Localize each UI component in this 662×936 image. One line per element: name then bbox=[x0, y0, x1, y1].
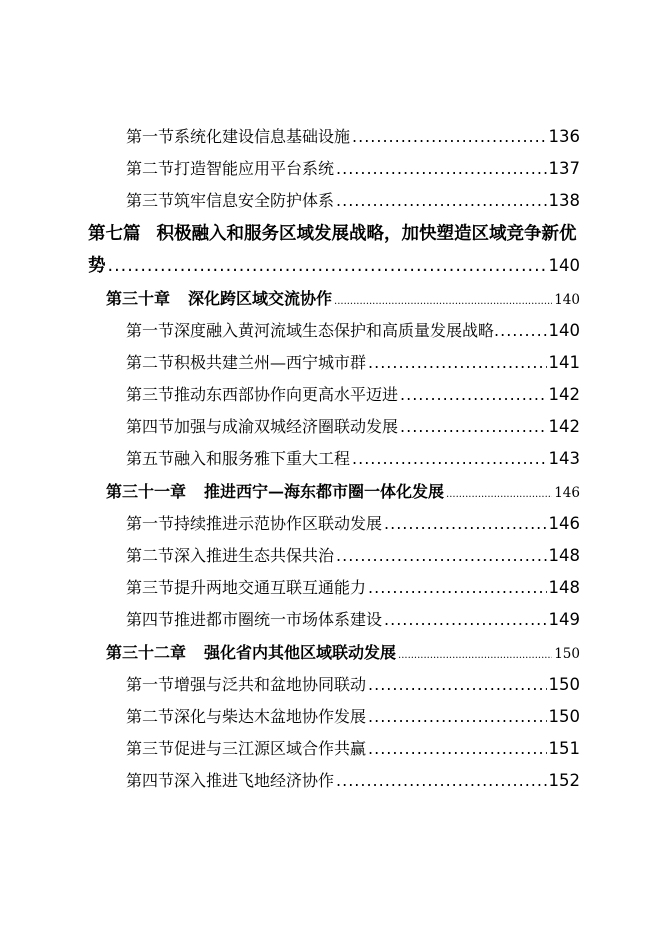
chapter-title: 深化跨区域交流协作 bbox=[188, 289, 333, 308]
page-number: 146 bbox=[554, 485, 580, 501]
toc-entry-section[interactable] bbox=[126, 382, 580, 405]
page-number: 142 bbox=[548, 385, 580, 404]
toc-entry-section[interactable] bbox=[126, 156, 580, 179]
page-number: 142 bbox=[548, 417, 580, 436]
section-title: 深入推进飞地经济协作 bbox=[174, 771, 335, 790]
section-number: 第五节 bbox=[126, 449, 175, 468]
page-number: 152 bbox=[548, 771, 580, 790]
page-number: 137 bbox=[548, 159, 580, 178]
page-number: 148 bbox=[548, 578, 580, 597]
page-number: 146 bbox=[548, 514, 580, 533]
toc-entry-section[interactable] bbox=[126, 414, 580, 437]
toc-entry-section[interactable] bbox=[126, 124, 580, 147]
dot-leader bbox=[384, 610, 546, 629]
dot-leader bbox=[336, 546, 546, 565]
section-number: 第二节 bbox=[126, 159, 175, 178]
dot-leader bbox=[334, 296, 552, 307]
page-number: 150 bbox=[548, 707, 580, 726]
toc-entry-section[interactable] bbox=[126, 511, 580, 534]
section-number: 第二节 bbox=[126, 707, 175, 726]
chapter-title: 推进西宁—海东都市圈一体化发展 bbox=[204, 482, 445, 501]
dot-leader bbox=[352, 127, 546, 146]
chapter-number: 第三十二章 bbox=[106, 643, 187, 662]
toc-entry-section[interactable] bbox=[126, 736, 580, 759]
page-number: 140 bbox=[548, 321, 580, 340]
section-number: 第一节 bbox=[126, 127, 175, 146]
section-title: 积极共建兰州—西宁城市群 bbox=[174, 353, 367, 372]
toc-entry-section[interactable] bbox=[126, 704, 580, 727]
section-number: 第二节 bbox=[126, 353, 175, 372]
toc-entry-chapter[interactable] bbox=[106, 286, 580, 309]
section-title: 融入和服务雅下重大工程 bbox=[174, 449, 351, 468]
page-number: 140 bbox=[554, 292, 580, 308]
part-title-line1: 积极融入和服务区域发展战略，加快塑造区域竞争新优 bbox=[156, 224, 577, 244]
dot-leader bbox=[368, 353, 546, 372]
section-title: 筑牢信息安全防护体系 bbox=[174, 191, 335, 210]
page-number: 140 bbox=[548, 256, 580, 275]
dot-leader bbox=[494, 321, 548, 340]
toc-entry-section[interactable] bbox=[126, 575, 580, 598]
dot-leader bbox=[336, 159, 546, 178]
section-title: 系统化建设信息基础设施 bbox=[174, 127, 351, 146]
dot-leader bbox=[352, 449, 546, 468]
section-title: 促进与三江源区域合作共赢 bbox=[174, 739, 367, 758]
chapter-number: 第三十章 bbox=[106, 289, 171, 308]
dot-leader bbox=[336, 771, 546, 790]
section-title: 深度融入黄河流域生态保护和高质量发展战略 bbox=[174, 321, 495, 340]
section-number: 第四节 bbox=[126, 771, 175, 790]
toc-entry-section[interactable] bbox=[126, 318, 580, 341]
section-number: 第三节 bbox=[126, 578, 175, 597]
section-title: 深入推进生态共保共治 bbox=[174, 546, 335, 565]
toc-entry-chapter[interactable] bbox=[106, 640, 580, 663]
part-number: 第七篇 bbox=[88, 224, 141, 244]
section-number: 第四节 bbox=[126, 610, 175, 629]
part-title-line2: 势 bbox=[88, 256, 106, 276]
toc-entry-section[interactable] bbox=[126, 350, 580, 373]
section-number: 第三节 bbox=[126, 191, 175, 210]
section-title: 提升两地交通互联互通能力 bbox=[174, 578, 367, 597]
section-number: 第三节 bbox=[126, 385, 175, 404]
dot-leader bbox=[400, 385, 546, 404]
dot-leader bbox=[368, 675, 546, 694]
section-title: 推进都市圈统一市场体系建设 bbox=[174, 610, 383, 629]
section-title: 持续推进示范协作区联动发展 bbox=[174, 514, 383, 533]
toc-entry-section[interactable] bbox=[126, 768, 580, 791]
section-number: 第一节 bbox=[126, 514, 175, 533]
page-number: 141 bbox=[548, 353, 580, 372]
page-number: 143 bbox=[548, 449, 580, 468]
section-title: 增强与泛共和盆地协同联动 bbox=[174, 675, 367, 694]
dot-leader bbox=[368, 707, 546, 726]
page-number: 150 bbox=[548, 675, 580, 694]
page-number: 150 bbox=[554, 646, 580, 662]
toc-entry-chapter[interactable] bbox=[106, 479, 580, 502]
toc-entry-section[interactable] bbox=[126, 672, 580, 695]
section-title: 加强与成渝双城经济圈联动发展 bbox=[174, 417, 399, 436]
dot-leader bbox=[384, 514, 546, 533]
section-number: 第三节 bbox=[126, 739, 175, 758]
page-number: 151 bbox=[548, 739, 580, 758]
section-number: 第二节 bbox=[126, 546, 175, 565]
dot-leader bbox=[446, 489, 552, 500]
toc-entry-section[interactable] bbox=[126, 607, 580, 630]
page-number: 149 bbox=[548, 610, 580, 629]
section-title: 深化与柴达木盆地协作发展 bbox=[174, 707, 367, 726]
section-title: 打造智能应用平台系统 bbox=[174, 159, 335, 178]
toc-entry-section[interactable] bbox=[126, 543, 580, 566]
page-number: 148 bbox=[548, 546, 580, 565]
dot-leader bbox=[336, 191, 546, 210]
chapter-number: 第三十一章 bbox=[106, 482, 187, 501]
page-number: 136 bbox=[548, 127, 580, 146]
section-title: 推动东西部协作向更高水平迈进 bbox=[174, 385, 399, 404]
section-number: 第一节 bbox=[126, 675, 175, 694]
section-number: 第四节 bbox=[126, 417, 175, 436]
chapter-title: 强化省内其他区域联动发展 bbox=[204, 643, 397, 662]
dot-leader bbox=[398, 650, 552, 661]
toc-entry-section[interactable] bbox=[126, 188, 580, 211]
toc-entry-section[interactable] bbox=[126, 446, 580, 469]
dot-leader bbox=[108, 256, 547, 276]
page-number: 138 bbox=[548, 191, 580, 210]
section-number: 第一节 bbox=[126, 321, 175, 340]
dot-leader bbox=[368, 739, 546, 758]
dot-leader bbox=[400, 417, 546, 436]
dot-leader bbox=[368, 578, 546, 597]
